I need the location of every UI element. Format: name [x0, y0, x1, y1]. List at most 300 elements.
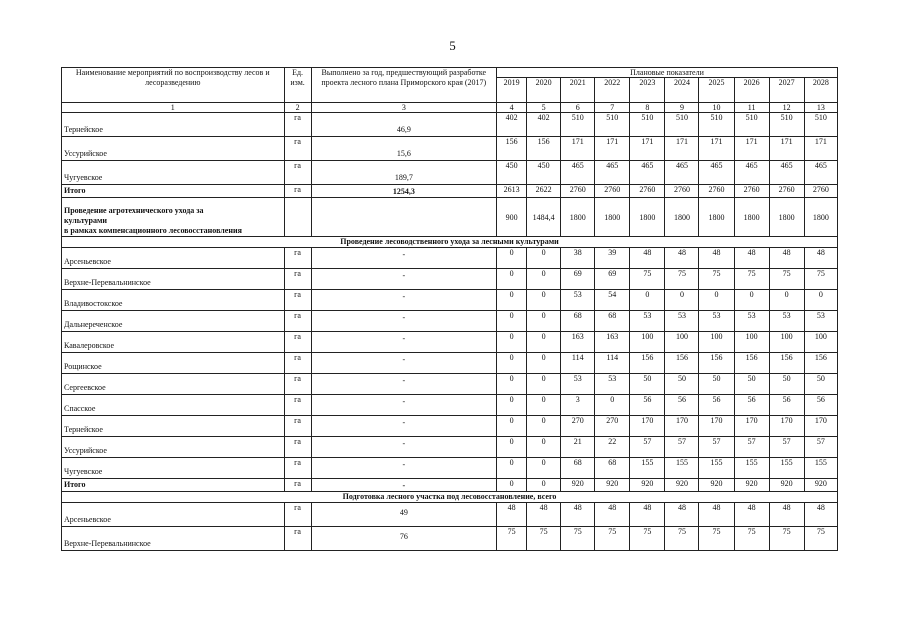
row-value: 53	[804, 311, 837, 332]
row-value: 53	[630, 311, 665, 332]
row-value: 465	[734, 161, 769, 185]
row-value: 53	[561, 374, 595, 395]
row-value: 75	[497, 527, 527, 551]
table-row	[62, 395, 838, 416]
row-value: 465	[630, 161, 665, 185]
row-value: 53	[769, 311, 804, 332]
year-header: 2027	[769, 78, 804, 103]
row-value: 0	[527, 458, 561, 479]
row-unit: га	[284, 458, 311, 479]
row-value: 270	[561, 416, 595, 437]
row-value: 0	[497, 353, 527, 374]
row-value: 402	[527, 113, 561, 137]
row-value: 48	[561, 503, 595, 527]
row-value: 170	[734, 416, 769, 437]
row-value: 75	[804, 527, 837, 551]
row-value: 48	[804, 503, 837, 527]
row-value: 0	[497, 374, 527, 395]
row-value: 1800	[769, 198, 804, 237]
row-value: 171	[595, 137, 630, 161]
row-value: 156	[769, 353, 804, 374]
row-value: 57	[734, 437, 769, 458]
row-done: -	[311, 374, 496, 395]
row-name: Чугуевское	[62, 161, 285, 185]
row-value: 156	[804, 353, 837, 374]
row-value: 0	[497, 290, 527, 311]
row-name: Рощинское	[62, 353, 285, 374]
row-value: 48	[630, 248, 665, 269]
row-name: Арсеньевское	[62, 503, 285, 527]
row-value: 170	[665, 416, 699, 437]
row-value: 0	[527, 353, 561, 374]
row-value: 0	[804, 290, 837, 311]
row-value: 56	[734, 395, 769, 416]
row-value: 68	[561, 311, 595, 332]
row-value: 510	[734, 113, 769, 137]
column-number: 10	[699, 103, 734, 113]
row-value: 171	[804, 137, 837, 161]
row-name: Уссурийское	[62, 437, 285, 458]
row-value: 170	[699, 416, 734, 437]
page-number: 5	[449, 38, 456, 53]
row-value: 48	[665, 503, 699, 527]
row-value: 1800	[804, 198, 837, 237]
row-value: 48	[804, 248, 837, 269]
row-value: 170	[769, 416, 804, 437]
row-value: 155	[769, 458, 804, 479]
row-value: 2613	[497, 185, 527, 198]
row-value: 39	[595, 248, 630, 269]
row-unit: га	[284, 503, 311, 527]
column-number: 11	[734, 103, 769, 113]
row-done	[311, 198, 496, 237]
row-value: 2760	[561, 185, 595, 198]
row-value: 75	[734, 269, 769, 290]
row-value: 48	[595, 503, 630, 527]
row-name: Тернейское	[62, 416, 285, 437]
row-value: 450	[497, 161, 527, 185]
row-value: 163	[561, 332, 595, 353]
row-done: -	[311, 290, 496, 311]
row-value: 510	[769, 113, 804, 137]
year-header: 2019	[497, 78, 527, 103]
column-number: 7	[595, 103, 630, 113]
row-value: 1800	[595, 198, 630, 237]
column-number: 5	[527, 103, 561, 113]
row-value: 156	[497, 137, 527, 161]
row-value: 0	[497, 332, 527, 353]
row-value: 100	[665, 332, 699, 353]
row-unit: га	[284, 416, 311, 437]
row-value: 48	[734, 503, 769, 527]
row-unit: га	[284, 332, 311, 353]
table-row	[62, 332, 838, 353]
row-value: 68	[561, 458, 595, 479]
row-value: 75	[527, 527, 561, 551]
row-value: 156	[630, 353, 665, 374]
column-number: 2	[284, 103, 311, 113]
row-value: 0	[595, 395, 630, 416]
row-done: -	[311, 416, 496, 437]
row-value: 2622	[527, 185, 561, 198]
row-value: 75	[699, 527, 734, 551]
row-value: 156	[734, 353, 769, 374]
row-value: 3	[561, 395, 595, 416]
row-value: 0	[527, 416, 561, 437]
row-value: 50	[699, 374, 734, 395]
row-value: 2760	[630, 185, 665, 198]
row-value: 465	[561, 161, 595, 185]
row-value: 2760	[769, 185, 804, 198]
row-value: 155	[630, 458, 665, 479]
row-value: 100	[769, 332, 804, 353]
row-value: 53	[699, 311, 734, 332]
row-value: 75	[630, 269, 665, 290]
row-value: 0	[497, 479, 527, 492]
row-value: 57	[630, 437, 665, 458]
row-done: 49	[311, 503, 496, 527]
row-value: 0	[527, 311, 561, 332]
row-unit: га	[284, 269, 311, 290]
row-value: 50	[734, 374, 769, 395]
row-value: 0	[497, 395, 527, 416]
row-value: 0	[527, 248, 561, 269]
row-value: 0	[497, 269, 527, 290]
row-unit	[284, 198, 311, 237]
table-row	[62, 437, 838, 458]
row-done: 76	[311, 527, 496, 551]
row-value: 510	[561, 113, 595, 137]
row-value: 48	[699, 248, 734, 269]
row-value: 69	[595, 269, 630, 290]
row-value: 53	[665, 311, 699, 332]
year-header: 2023	[630, 78, 665, 103]
section-heading-row	[62, 492, 838, 503]
row-value: 510	[699, 113, 734, 137]
row-value: 48	[630, 503, 665, 527]
row-unit: га	[284, 248, 311, 269]
row-done: -	[311, 437, 496, 458]
row-value: 75	[665, 527, 699, 551]
row-done: 189,7	[311, 161, 496, 185]
row-value: 48	[497, 503, 527, 527]
row-value: 156	[665, 353, 699, 374]
row-value: 171	[699, 137, 734, 161]
row-value: 48	[527, 503, 561, 527]
row-value: 100	[699, 332, 734, 353]
row-value: 920	[804, 479, 837, 492]
agro-name-line: культурами	[64, 216, 108, 225]
row-unit: га	[284, 479, 311, 492]
column-number: 9	[665, 103, 699, 113]
row-done: -	[311, 353, 496, 374]
row-value: 0	[497, 437, 527, 458]
row-value: 48	[699, 503, 734, 527]
row-name: Дальнереченское	[62, 311, 285, 332]
row-unit: га	[284, 395, 311, 416]
row-unit: га	[284, 161, 311, 185]
year-header: 2020	[527, 78, 561, 103]
section-title: Проведение лесоводственного ухода за лесными культурами	[62, 237, 838, 248]
row-unit: га	[284, 527, 311, 551]
total-row	[62, 479, 838, 492]
row-value: 510	[665, 113, 699, 137]
row-value: 0	[527, 437, 561, 458]
row-value: 54	[595, 290, 630, 311]
row-value: 402	[497, 113, 527, 137]
row-value: 465	[804, 161, 837, 185]
row-unit: га	[284, 311, 311, 332]
row-value: 0	[769, 290, 804, 311]
table-row	[62, 248, 838, 269]
row-value: 156	[527, 137, 561, 161]
row-value: 510	[595, 113, 630, 137]
row-name: Арсеньевское	[62, 248, 285, 269]
row-value: 0	[665, 290, 699, 311]
row-value: 155	[804, 458, 837, 479]
row-value: 465	[769, 161, 804, 185]
row-done: -	[311, 248, 496, 269]
row-value: 57	[665, 437, 699, 458]
row-value: 155	[699, 458, 734, 479]
year-header: 2026	[734, 78, 769, 103]
row-value: 75	[769, 527, 804, 551]
row-value: 57	[804, 437, 837, 458]
agro-name-line: Проведение агротехнического ухода за	[64, 206, 204, 215]
row-value: 0	[497, 416, 527, 437]
row-value: 1800	[630, 198, 665, 237]
table-row	[62, 269, 838, 290]
table-row	[62, 458, 838, 479]
table-row	[62, 416, 838, 437]
row-value: 510	[804, 113, 837, 137]
table-row	[62, 311, 838, 332]
row-value: 56	[699, 395, 734, 416]
column-number: 6	[561, 103, 595, 113]
row-unit: га	[284, 374, 311, 395]
row-value: 50	[665, 374, 699, 395]
row-value: 156	[699, 353, 734, 374]
row-value: 2760	[804, 185, 837, 198]
row-value: 510	[630, 113, 665, 137]
agro-care-row	[62, 198, 838, 237]
row-value: 69	[561, 269, 595, 290]
row-done: 46,9	[311, 113, 496, 137]
row-unit: га	[284, 290, 311, 311]
row-value: 0	[527, 395, 561, 416]
row-name: Уссурийское	[62, 137, 285, 161]
row-value: 21	[561, 437, 595, 458]
row-name: Сергеевское	[62, 374, 285, 395]
year-header: 2025	[699, 78, 734, 103]
year-header: 2028	[804, 78, 837, 103]
agro-name-line: в рамках компенсационного лесовосстановления	[64, 226, 242, 235]
row-done: -	[311, 479, 496, 492]
table-row	[62, 527, 838, 551]
row-value: 1800	[665, 198, 699, 237]
column-number: 12	[769, 103, 804, 113]
row-value: 920	[595, 479, 630, 492]
row-value: 57	[699, 437, 734, 458]
row-value: 465	[595, 161, 630, 185]
row-value: 0	[497, 248, 527, 269]
row-unit: га	[284, 185, 311, 198]
row-value: 900	[497, 198, 527, 237]
column-number: 4	[497, 103, 527, 113]
row-value: 0	[527, 332, 561, 353]
row-value: 56	[769, 395, 804, 416]
row-name: Кавалеровское	[62, 332, 285, 353]
row-name: Верхне-Перевальнинское	[62, 527, 285, 551]
row-value: 0	[527, 479, 561, 492]
row-unit: га	[284, 113, 311, 137]
row-done: -	[311, 269, 496, 290]
row-value: 0	[527, 290, 561, 311]
row-value: 48	[769, 248, 804, 269]
row-value: 155	[665, 458, 699, 479]
row-value: 171	[734, 137, 769, 161]
row-value: 22	[595, 437, 630, 458]
row-unit: га	[284, 353, 311, 374]
total-row	[62, 185, 838, 198]
row-value: 2760	[595, 185, 630, 198]
row-value: 68	[595, 311, 630, 332]
column-number: 8	[630, 103, 665, 113]
row-value: 53	[561, 290, 595, 311]
row-name: Тернейское	[62, 113, 285, 137]
row-value: 114	[561, 353, 595, 374]
table-row	[62, 290, 838, 311]
row-name: Итого	[62, 479, 285, 492]
row-value: 2760	[699, 185, 734, 198]
row-value: 155	[734, 458, 769, 479]
header-unit: Ед. изм.	[284, 68, 311, 103]
table-row	[62, 161, 838, 185]
row-value: 170	[804, 416, 837, 437]
row-value: 171	[630, 137, 665, 161]
row-value: 0	[497, 311, 527, 332]
row-done: 15,6	[311, 137, 496, 161]
row-value: 68	[595, 458, 630, 479]
row-name: Чугуевское	[62, 458, 285, 479]
row-value: 56	[665, 395, 699, 416]
row-value: 75	[769, 269, 804, 290]
row-value: 920	[734, 479, 769, 492]
row-value: 48	[734, 248, 769, 269]
header-planned: Плановые показатели	[497, 68, 838, 78]
row-name: Владивостокское	[62, 290, 285, 311]
row-value: 171	[561, 137, 595, 161]
year-header: 2021	[561, 78, 595, 103]
row-value: 270	[595, 416, 630, 437]
row-value: 75	[699, 269, 734, 290]
row-done: -	[311, 395, 496, 416]
row-value: 0	[527, 269, 561, 290]
table-row	[62, 353, 838, 374]
row-name	[62, 198, 285, 237]
row-value: 465	[699, 161, 734, 185]
row-value: 465	[665, 161, 699, 185]
row-value: 48	[665, 248, 699, 269]
column-number: 1	[62, 103, 285, 113]
row-value: 48	[769, 503, 804, 527]
row-value: 100	[804, 332, 837, 353]
row-value: 38	[561, 248, 595, 269]
table-row	[62, 374, 838, 395]
row-value: 114	[595, 353, 630, 374]
row-value: 1800	[734, 198, 769, 237]
row-value: 100	[734, 332, 769, 353]
row-value: 75	[665, 269, 699, 290]
row-value: 56	[804, 395, 837, 416]
row-value: 50	[804, 374, 837, 395]
row-value: 75	[630, 527, 665, 551]
header-done: Выполнено за год, предшествующий разработке проекта лесного плана Приморского края (2017)	[311, 68, 496, 103]
row-unit: га	[284, 137, 311, 161]
row-unit: га	[284, 437, 311, 458]
row-value: 163	[595, 332, 630, 353]
row-value: 0	[630, 290, 665, 311]
row-done: -	[311, 311, 496, 332]
row-value: 57	[769, 437, 804, 458]
row-done: -	[311, 332, 496, 353]
section-heading-row	[62, 237, 838, 248]
row-value: 53	[595, 374, 630, 395]
row-value: 2760	[665, 185, 699, 198]
row-value: 75	[734, 527, 769, 551]
row-value: 920	[630, 479, 665, 492]
row-value: 75	[804, 269, 837, 290]
table-row	[62, 137, 838, 161]
row-value: 50	[769, 374, 804, 395]
row-value: 170	[630, 416, 665, 437]
row-done: -	[311, 458, 496, 479]
year-header: 2022	[595, 78, 630, 103]
row-value: 0	[734, 290, 769, 311]
row-value: 920	[561, 479, 595, 492]
row-value: 53	[734, 311, 769, 332]
column-number: 3	[311, 103, 496, 113]
row-value: 0	[497, 458, 527, 479]
row-done: 1254,3	[311, 185, 496, 198]
row-value: 920	[769, 479, 804, 492]
row-value: 920	[699, 479, 734, 492]
table-row	[62, 503, 838, 527]
row-value: 100	[630, 332, 665, 353]
row-name: Итого	[62, 185, 285, 198]
row-value: 50	[630, 374, 665, 395]
row-value: 920	[665, 479, 699, 492]
year-header: 2024	[665, 78, 699, 103]
row-value: 0	[699, 290, 734, 311]
column-number: 13	[804, 103, 837, 113]
row-value: 450	[527, 161, 561, 185]
row-name: Верхне-Перевальнинское	[62, 269, 285, 290]
table-row	[62, 113, 838, 137]
row-value: 75	[595, 527, 630, 551]
row-value: 1800	[699, 198, 734, 237]
forest-plan-table	[61, 67, 838, 551]
section-title: Подготовка лесного участка под лесовосстановление, всего	[62, 492, 838, 503]
row-value: 56	[630, 395, 665, 416]
row-name: Спасское	[62, 395, 285, 416]
row-value: 0	[527, 374, 561, 395]
row-value: 171	[665, 137, 699, 161]
header-name: Наименование мероприятий по воспроизводству лесов и лесоразведению	[62, 68, 285, 103]
row-value: 1484,4	[527, 198, 561, 237]
row-value: 171	[769, 137, 804, 161]
row-value: 75	[561, 527, 595, 551]
